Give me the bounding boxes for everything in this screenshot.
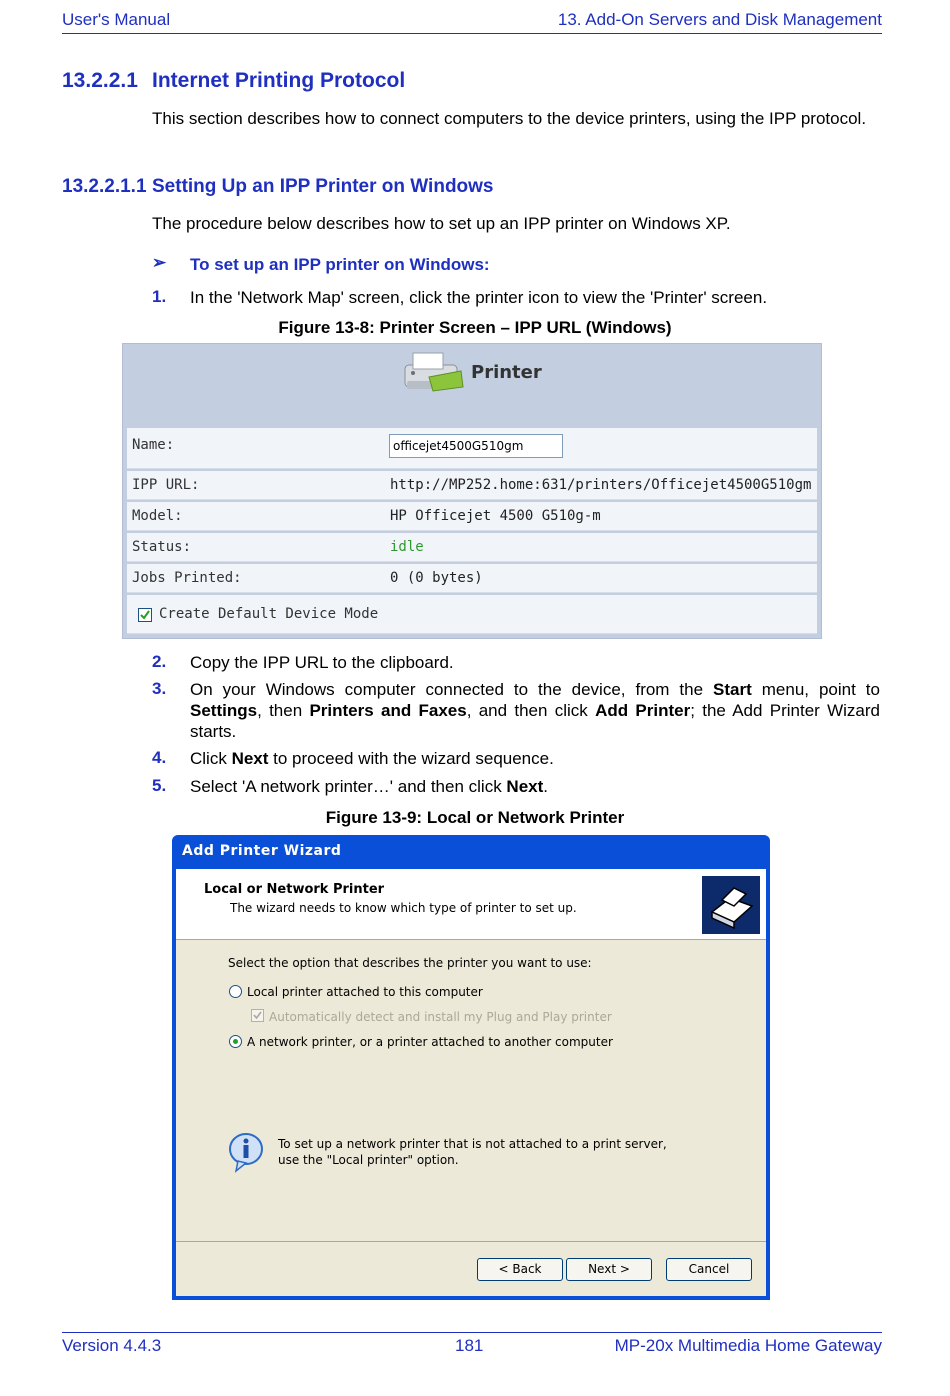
- step-number: 5.: [152, 776, 167, 795]
- create-default-mode-label: Create Default Device Mode: [159, 606, 379, 622]
- status-label: Status:: [132, 539, 192, 555]
- ipp-url-label: IPP URL:: [132, 477, 200, 493]
- name-label: Name:: [132, 437, 175, 453]
- jobs-value: 0 (0 bytes): [390, 570, 483, 586]
- wizard-heading: Local or Network Printer: [204, 882, 385, 897]
- footer-rule: [62, 1332, 882, 1333]
- subsection-title: Setting Up an IPP Printer on Windows: [152, 176, 494, 197]
- step-text: In the 'Network Map' screen, click the printer icon to view the 'Printer' screen.: [190, 288, 768, 307]
- local-printer-radio[interactable]: [229, 985, 242, 998]
- step-text: Select 'A network printer…' and then click Next.: [190, 777, 549, 796]
- step-text: On your Windows computer connected to the device, from the Start menu, point to Settings, then Printers and Faxes, and then click Add Printer; the Add Printer Wizard starts.: [190, 680, 880, 741]
- section-intro: This section describes how to connect computers to the device printers, using the IPP protocol.: [152, 109, 867, 128]
- network-printer-label: A network printer, or a printer attached to another computer: [247, 1035, 613, 1049]
- add-printer-wizard-figure: [172, 835, 770, 1300]
- checkmark-icon: [252, 1010, 263, 1021]
- wizard-client: [176, 869, 766, 1296]
- local-printer-label: Local printer attached to this computer: [247, 985, 483, 999]
- info-text-line2: use the "Local printer" option.: [278, 1153, 459, 1167]
- step-number: 2.: [152, 652, 167, 671]
- step-number: 4.: [152, 748, 167, 767]
- status-row: [127, 533, 817, 562]
- status-value: idle: [390, 539, 424, 555]
- default-mode-row: [127, 595, 817, 634]
- jobs-label: Jobs Printed:: [132, 570, 242, 586]
- step-text: Click Next to proceed with the wizard sequence.: [190, 749, 554, 768]
- figure1-caption: Figure 13-8: Printer Screen – IPP URL (Windows): [278, 318, 672, 337]
- header-left: User's Manual: [62, 10, 171, 29]
- checkmark-icon: [139, 609, 151, 621]
- header-rule: [62, 33, 882, 34]
- network-printer-radio[interactable]: [229, 1035, 242, 1048]
- printer-screen-figure: [122, 343, 822, 639]
- section-title: Internet Printing Protocol: [152, 69, 406, 92]
- header-right: 13. Add-On Servers and Disk Management: [557, 10, 882, 29]
- printer-name-input[interactable]: officejet4500G510gm: [389, 434, 563, 458]
- next-button[interactable]: Next >: [566, 1258, 652, 1281]
- printer-icon: [399, 347, 467, 397]
- info-text-line1: To set up a network printer that is not attached to a print server,: [278, 1137, 667, 1151]
- wizard-subheading: The wizard needs to know which type of printer to set up.: [230, 901, 577, 915]
- ipp-url-row: [127, 471, 817, 500]
- auto-detect-checkbox[interactable]: [251, 1009, 264, 1022]
- auto-detect-label: Automatically detect and install my Plug and Play printer: [269, 1010, 612, 1024]
- button-separator: [176, 1241, 766, 1242]
- arrow-bullet-icon: ➢: [152, 253, 167, 272]
- figure2-caption: Figure 13-9: Local or Network Printer: [325, 808, 625, 827]
- wizard-header: [176, 869, 766, 940]
- wizard-title: Add Printer Wizard: [182, 843, 342, 859]
- footer-page-number: 181: [455, 1336, 484, 1355]
- ipp-url-value: http://MP252.home:631/printers/Officejet4500G510gm: [390, 477, 812, 493]
- option-prompt: Select the option that describes the printer you want to use:: [228, 956, 592, 970]
- step-text: Copy the IPP URL to the clipboard.: [190, 653, 454, 672]
- create-default-mode-checkbox[interactable]: [138, 608, 152, 622]
- model-value: HP Officejet 4500 G510g-m: [390, 508, 601, 524]
- section-number: 13.2.2.1: [62, 69, 138, 92]
- step-number: 1.: [152, 287, 167, 306]
- printer-screen-title: Printer: [471, 362, 542, 383]
- name-row: [127, 428, 817, 469]
- model-row: [127, 502, 817, 531]
- subsection-number: 13.2.2.1.1: [62, 176, 147, 197]
- step-number: 3.: [152, 679, 167, 698]
- cancel-button[interactable]: Cancel: [666, 1258, 752, 1281]
- footer-product: MP-20x Multimedia Home Gateway: [614, 1336, 882, 1355]
- footer-version: Version 4.4.3: [62, 1336, 162, 1355]
- procedure-title: To set up an IPP printer on Windows:: [190, 255, 490, 274]
- back-button[interactable]: < Back: [477, 1258, 563, 1281]
- model-label: Model:: [132, 508, 183, 524]
- printer-wizard-icon: [702, 876, 760, 934]
- jobs-row: [127, 564, 817, 593]
- info-icon: [228, 1133, 266, 1173]
- radio-selected-dot: [233, 1039, 238, 1044]
- subsection-intro: The procedure below describes how to set up an IPP printer on Windows XP.: [152, 214, 731, 233]
